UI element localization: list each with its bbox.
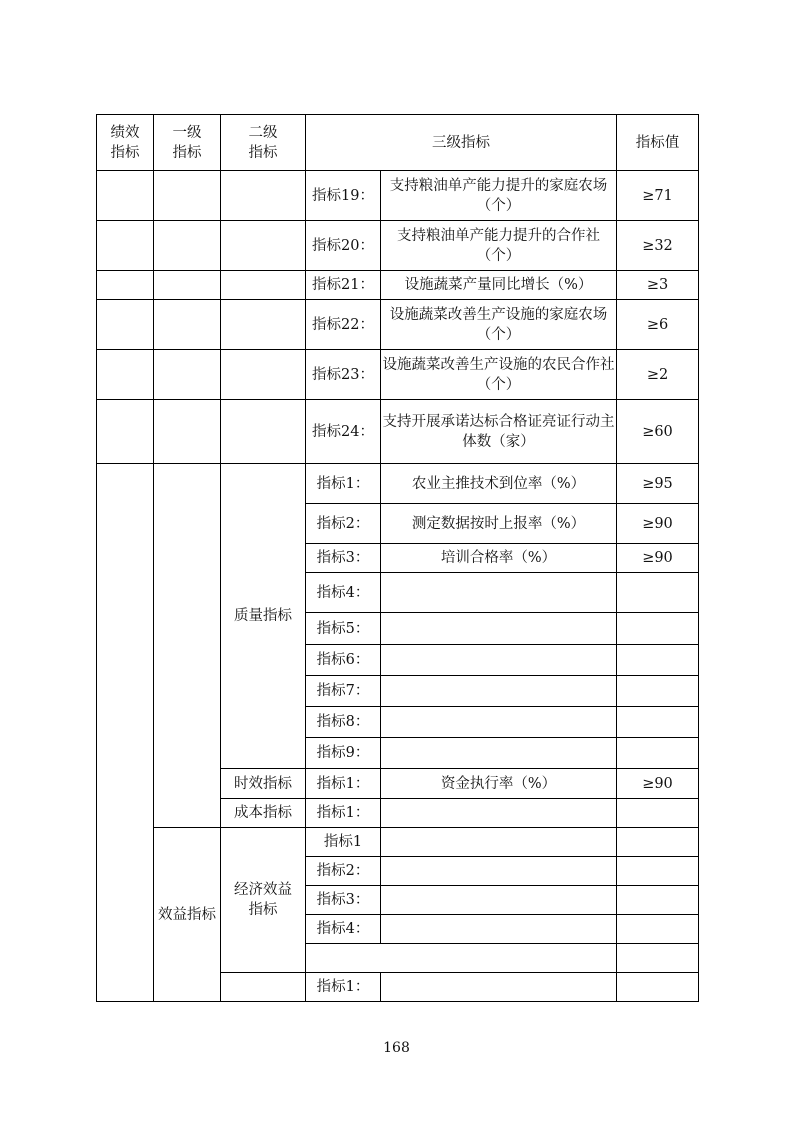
indicator-value [617, 645, 699, 676]
indicator-description [381, 973, 617, 1002]
indicator-description: 支持粮油单产能力提升的合作社（个） [381, 221, 617, 271]
performance-indicator-table [96, 114, 699, 1002]
indicator-description [381, 915, 617, 944]
indicator-description: 支持粮油单产能力提升的家庭农场（个） [381, 171, 617, 221]
header-level3-indicator: 三级指标 [306, 115, 617, 171]
indicator-label: 指标22： [306, 300, 381, 350]
indicator-value: ≥95 [617, 464, 699, 504]
indicator-description [381, 857, 617, 886]
indicator-label: 指标1： [306, 769, 381, 799]
indicator-description [381, 828, 617, 857]
table-row [97, 400, 699, 464]
level1-category-cell [154, 464, 221, 828]
indicator-description [381, 613, 617, 645]
indicator-description [381, 676, 617, 707]
cost-indicator-label: 成本指标 [221, 799, 306, 828]
indicator-description: 设施蔬菜改善生产设施的农民合作社（个） [381, 350, 617, 400]
indicator-label: 指标19： [306, 171, 381, 221]
indicator-value: ≥90 [617, 769, 699, 799]
header-level2-indicator: 二级 指标 [221, 115, 306, 171]
indicator-value [617, 676, 699, 707]
indicator-value: ≥32 [617, 221, 699, 271]
indicator-value [617, 886, 699, 915]
indicator-value: ≥90 [617, 544, 699, 573]
indicator-description [381, 707, 617, 738]
table-row [97, 221, 699, 271]
table-row [97, 350, 699, 400]
benefit-indicator-label: 效益指标 [154, 828, 221, 1002]
performance-category-cell [97, 464, 154, 1002]
indicator-label: 指标4： [306, 915, 381, 944]
quality-indicator-label: 质量指标 [221, 464, 306, 769]
table-row [97, 300, 699, 350]
indicator-label: 指标1 [306, 828, 381, 857]
table-row [97, 271, 699, 300]
indicator-label: 指标1： [306, 464, 381, 504]
header-performance-indicator: 绩效 指标 [97, 115, 154, 171]
indicator-value [617, 973, 699, 1002]
indicator-label: 指标1： [306, 973, 381, 1002]
indicator-description: 测定数据按时上报率（%） [381, 504, 617, 544]
indicator-label: 指标3： [306, 886, 381, 915]
page-number: 168 [383, 1040, 410, 1056]
table-row [97, 828, 699, 857]
indicator-value: ≥60 [617, 400, 699, 464]
header-row [97, 115, 699, 171]
indicator-value: ≥6 [617, 300, 699, 350]
indicator-label: 指标5： [306, 613, 381, 645]
indicator-description [306, 944, 617, 973]
indicator-description: 支持开展承诺达标合格证亮证行动主体数（家） [381, 400, 617, 464]
indicator-value [617, 828, 699, 857]
indicator-value: ≥3 [617, 271, 699, 300]
indicator-value [617, 613, 699, 645]
indicator-label: 指标2： [306, 857, 381, 886]
indicator-value [617, 944, 699, 973]
indicator-label: 指标23： [306, 350, 381, 400]
indicator-label: 指标3： [306, 544, 381, 573]
indicator-description [381, 573, 617, 613]
indicator-value [617, 857, 699, 886]
indicator-label: 指标7： [306, 676, 381, 707]
indicator-label: 指标21： [306, 271, 381, 300]
indicator-description [381, 799, 617, 828]
table-row [97, 464, 699, 504]
indicator-value: ≥2 [617, 350, 699, 400]
indicator-label: 指标20： [306, 221, 381, 271]
indicator-description: 设施蔬菜改善生产设施的家庭农场（个） [381, 300, 617, 350]
indicator-value [617, 573, 699, 613]
indicator-description [381, 886, 617, 915]
indicator-label: 指标24： [306, 400, 381, 464]
indicator-label: 指标8： [306, 707, 381, 738]
indicator-description: 设施蔬菜产量同比增长（%） [381, 271, 617, 300]
indicator-label: 指标9： [306, 738, 381, 769]
indicator-label: 指标1： [306, 799, 381, 828]
timeliness-indicator-label: 时效指标 [221, 769, 306, 799]
indicator-value [617, 799, 699, 828]
indicator-description [381, 738, 617, 769]
indicator-description [381, 645, 617, 676]
indicator-value [617, 915, 699, 944]
indicator-label: 指标4： [306, 573, 381, 613]
header-level1-indicator: 一级 指标 [154, 115, 221, 171]
indicator-description: 农业主推技术到位率（%） [381, 464, 617, 504]
indicator-description: 培训合格率（%） [381, 544, 617, 573]
economic-benefit-label: 经济效益 指标 [221, 828, 306, 973]
indicator-label: 指标2： [306, 504, 381, 544]
header-indicator-value: 指标值 [617, 115, 699, 171]
indicator-label: 指标6： [306, 645, 381, 676]
table-row [97, 171, 699, 221]
indicator-value [617, 707, 699, 738]
indicator-description: 资金执行率（%） [381, 769, 617, 799]
indicator-value [617, 738, 699, 769]
indicator-value: ≥71 [617, 171, 699, 221]
indicator-value: ≥90 [617, 504, 699, 544]
